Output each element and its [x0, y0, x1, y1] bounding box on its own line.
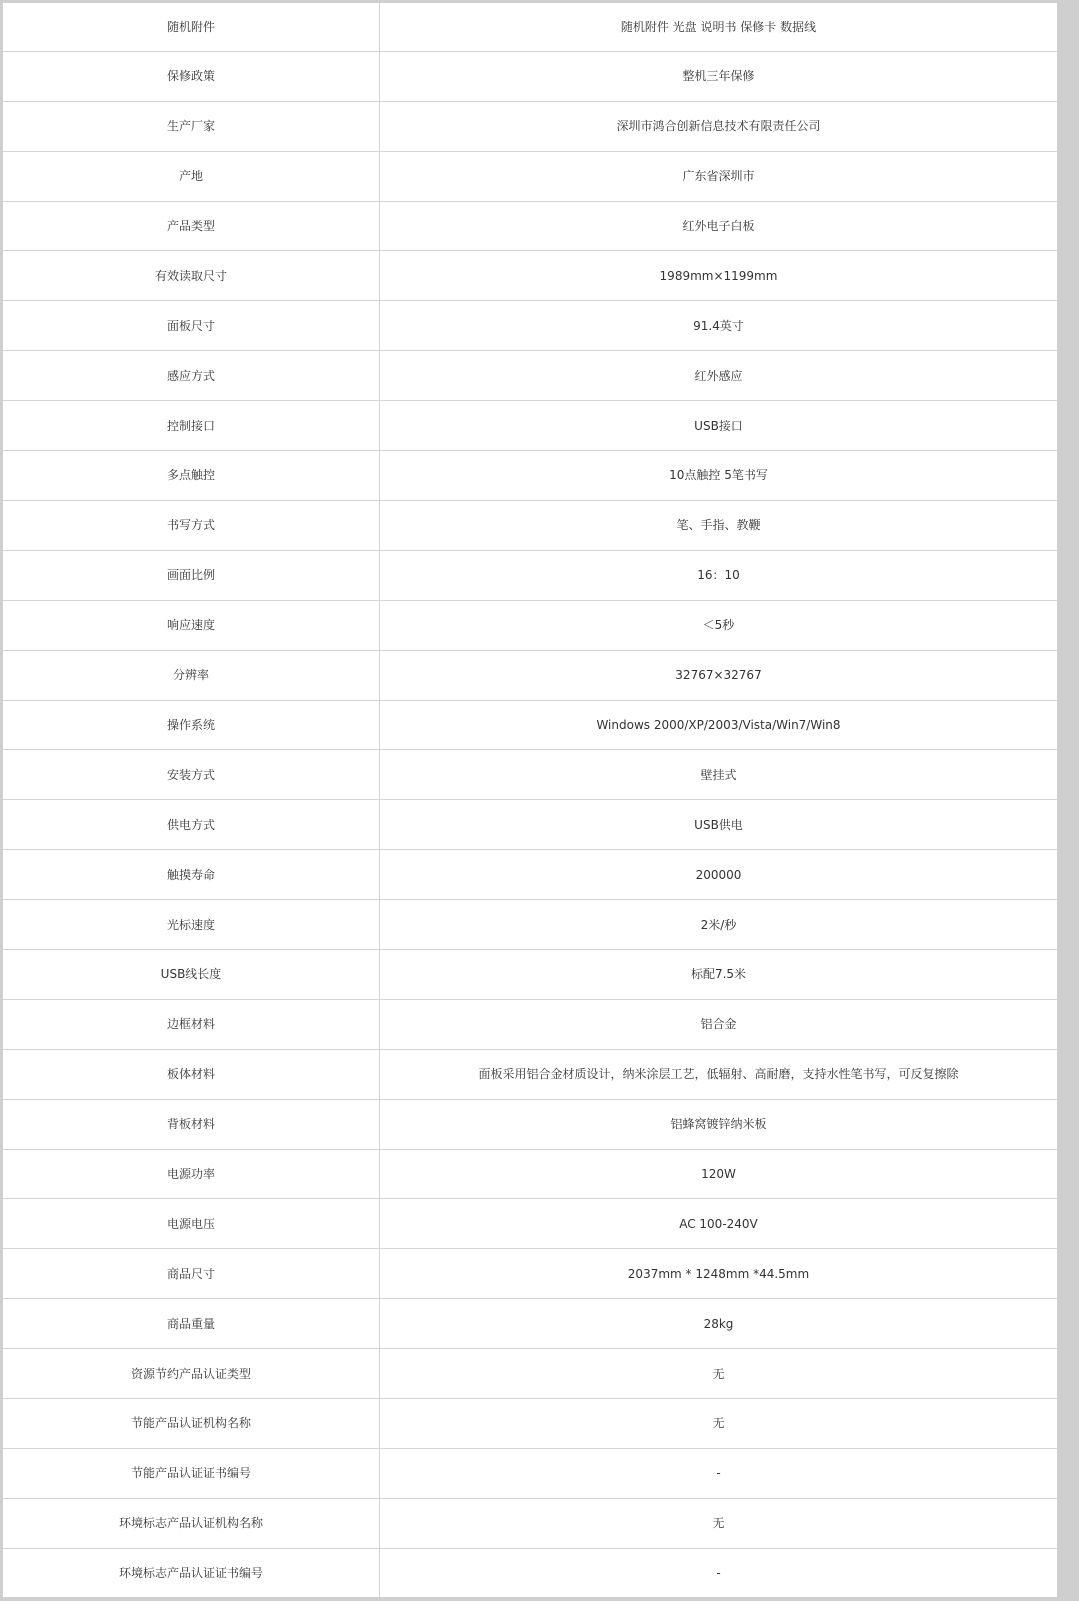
- spec-label: 资源节约产品认证类型: [3, 1349, 380, 1399]
- table-row: [3, 1398, 1057, 1448]
- table-row: [3, 500, 1057, 550]
- spec-value: 1989mm×1199mm: [380, 251, 1058, 301]
- spec-value: 28kg: [380, 1299, 1058, 1349]
- table-row: [3, 1299, 1057, 1349]
- spec-value: USB接口: [380, 401, 1058, 451]
- table-row: [3, 1448, 1057, 1498]
- spec-label: 板体材料: [3, 1049, 380, 1099]
- spec-value: 面板采用铝合金材质设计，纳米涂层工艺，低辐射、高耐磨，支持水性笔书写，可反复擦除: [380, 1049, 1058, 1099]
- table-row: [3, 700, 1057, 750]
- table-row: [3, 750, 1057, 800]
- spec-value: 红外电子白板: [380, 201, 1058, 251]
- spec-label: 产品类型: [3, 201, 380, 251]
- spec-table-body: [3, 3, 1057, 1597]
- table-row: [3, 401, 1057, 451]
- table-row: [3, 1099, 1057, 1149]
- table-row: [3, 1199, 1057, 1249]
- spec-value: 200000: [380, 850, 1058, 900]
- table-row: [3, 201, 1057, 251]
- spec-label: 边框材料: [3, 999, 380, 1049]
- spec-label: 安装方式: [3, 750, 380, 800]
- spec-label: 产地: [3, 151, 380, 201]
- table-row: [3, 1349, 1057, 1399]
- spec-value: 无: [380, 1498, 1058, 1548]
- spec-value: 2037mm * 1248mm *44.5mm: [380, 1249, 1058, 1299]
- spec-value: 91.4英寸: [380, 301, 1058, 351]
- spec-value: 无: [380, 1349, 1058, 1399]
- table-row: [3, 1498, 1057, 1548]
- spec-label: 多点触控: [3, 451, 380, 501]
- table-row: [3, 101, 1057, 151]
- spec-label: 控制接口: [3, 401, 380, 451]
- spec-label: 画面比例: [3, 550, 380, 600]
- table-row: [3, 999, 1057, 1049]
- spec-label: 背板材料: [3, 1099, 380, 1149]
- table-row: [3, 850, 1057, 900]
- spec-value: 笔、手指、教鞭: [380, 500, 1058, 550]
- spec-value: USB供电: [380, 800, 1058, 850]
- table-row: [3, 800, 1057, 850]
- table-row: [3, 900, 1057, 950]
- spec-label: 商品尺寸: [3, 1249, 380, 1299]
- table-row: [3, 3, 1057, 51]
- table-row: [3, 550, 1057, 600]
- spec-label: 生产厂家: [3, 101, 380, 151]
- spec-value: 2米/秒: [380, 900, 1058, 950]
- spec-value: 深圳市鸿合创新信息技术有限责任公司: [380, 101, 1058, 151]
- spec-value: -: [380, 1448, 1058, 1498]
- spec-label: 供电方式: [3, 800, 380, 850]
- spec-value: 铝合金: [380, 999, 1058, 1049]
- spec-value: 10点触控 5笔书写: [380, 451, 1058, 501]
- spec-label: 随机附件: [3, 3, 380, 51]
- spec-value: 32767×32767: [380, 650, 1058, 700]
- spec-label: 分辨率: [3, 650, 380, 700]
- table-row: [3, 1548, 1057, 1597]
- spec-label: 节能产品认证证书编号: [3, 1448, 380, 1498]
- spec-table: [3, 3, 1057, 1597]
- spec-value: 壁挂式: [380, 750, 1058, 800]
- spec-label: 有效读取尺寸: [3, 251, 380, 301]
- spec-value: 整机三年保修: [380, 51, 1058, 101]
- spec-label: 感应方式: [3, 351, 380, 401]
- spec-label: 书写方式: [3, 500, 380, 550]
- table-row: [3, 301, 1057, 351]
- spec-label: 环境标志产品认证机构名称: [3, 1498, 380, 1548]
- spec-value: ＜5秒: [380, 600, 1058, 650]
- spec-label: 保修政策: [3, 51, 380, 101]
- table-row: [3, 351, 1057, 401]
- table-row: [3, 1249, 1057, 1299]
- table-row: [3, 451, 1057, 501]
- spec-value: -: [716, 1565, 721, 1580]
- spec-label: USB线长度: [3, 949, 380, 999]
- spec-label: 光标速度: [3, 900, 380, 950]
- spec-label: 面板尺寸: [3, 301, 380, 351]
- spec-label: 商品重量: [3, 1299, 380, 1349]
- table-row: [3, 650, 1057, 700]
- spec-value: Windows 2000/XP/2003/Vista/Win7/Win8: [380, 700, 1058, 750]
- spec-value: 16：10: [380, 550, 1058, 600]
- spec-value: 广东省深圳市: [380, 151, 1058, 201]
- spec-value: 随机附件 光盘 说明书 保修卡 数据线: [380, 3, 1058, 51]
- spec-value: 无: [380, 1398, 1058, 1448]
- spec-label: 操作系统: [3, 700, 380, 750]
- spec-value: 标配7.5米: [380, 949, 1058, 999]
- spec-value: 铝蜂窝镀锌纳米板: [380, 1099, 1058, 1149]
- table-row: [3, 1149, 1057, 1199]
- spec-label: 节能产品认证机构名称: [3, 1398, 380, 1448]
- spec-value: 120W: [380, 1149, 1058, 1199]
- table-row: [3, 949, 1057, 999]
- spec-label: 响应速度: [3, 600, 380, 650]
- spec-value: AC 100-240V: [380, 1199, 1058, 1249]
- spec-label: 电源功率: [3, 1149, 380, 1199]
- table-row: [3, 1049, 1057, 1099]
- spec-label: 电源电压: [3, 1199, 380, 1249]
- table-row: [3, 51, 1057, 101]
- table-row: [3, 251, 1057, 301]
- spec-label: 环境标志产品认证证书编号: [3, 1548, 380, 1597]
- spec-label: 触摸寿命: [3, 850, 380, 900]
- spec-value: 红外感应: [380, 351, 1058, 401]
- table-row: [3, 151, 1057, 201]
- table-row: [3, 600, 1057, 650]
